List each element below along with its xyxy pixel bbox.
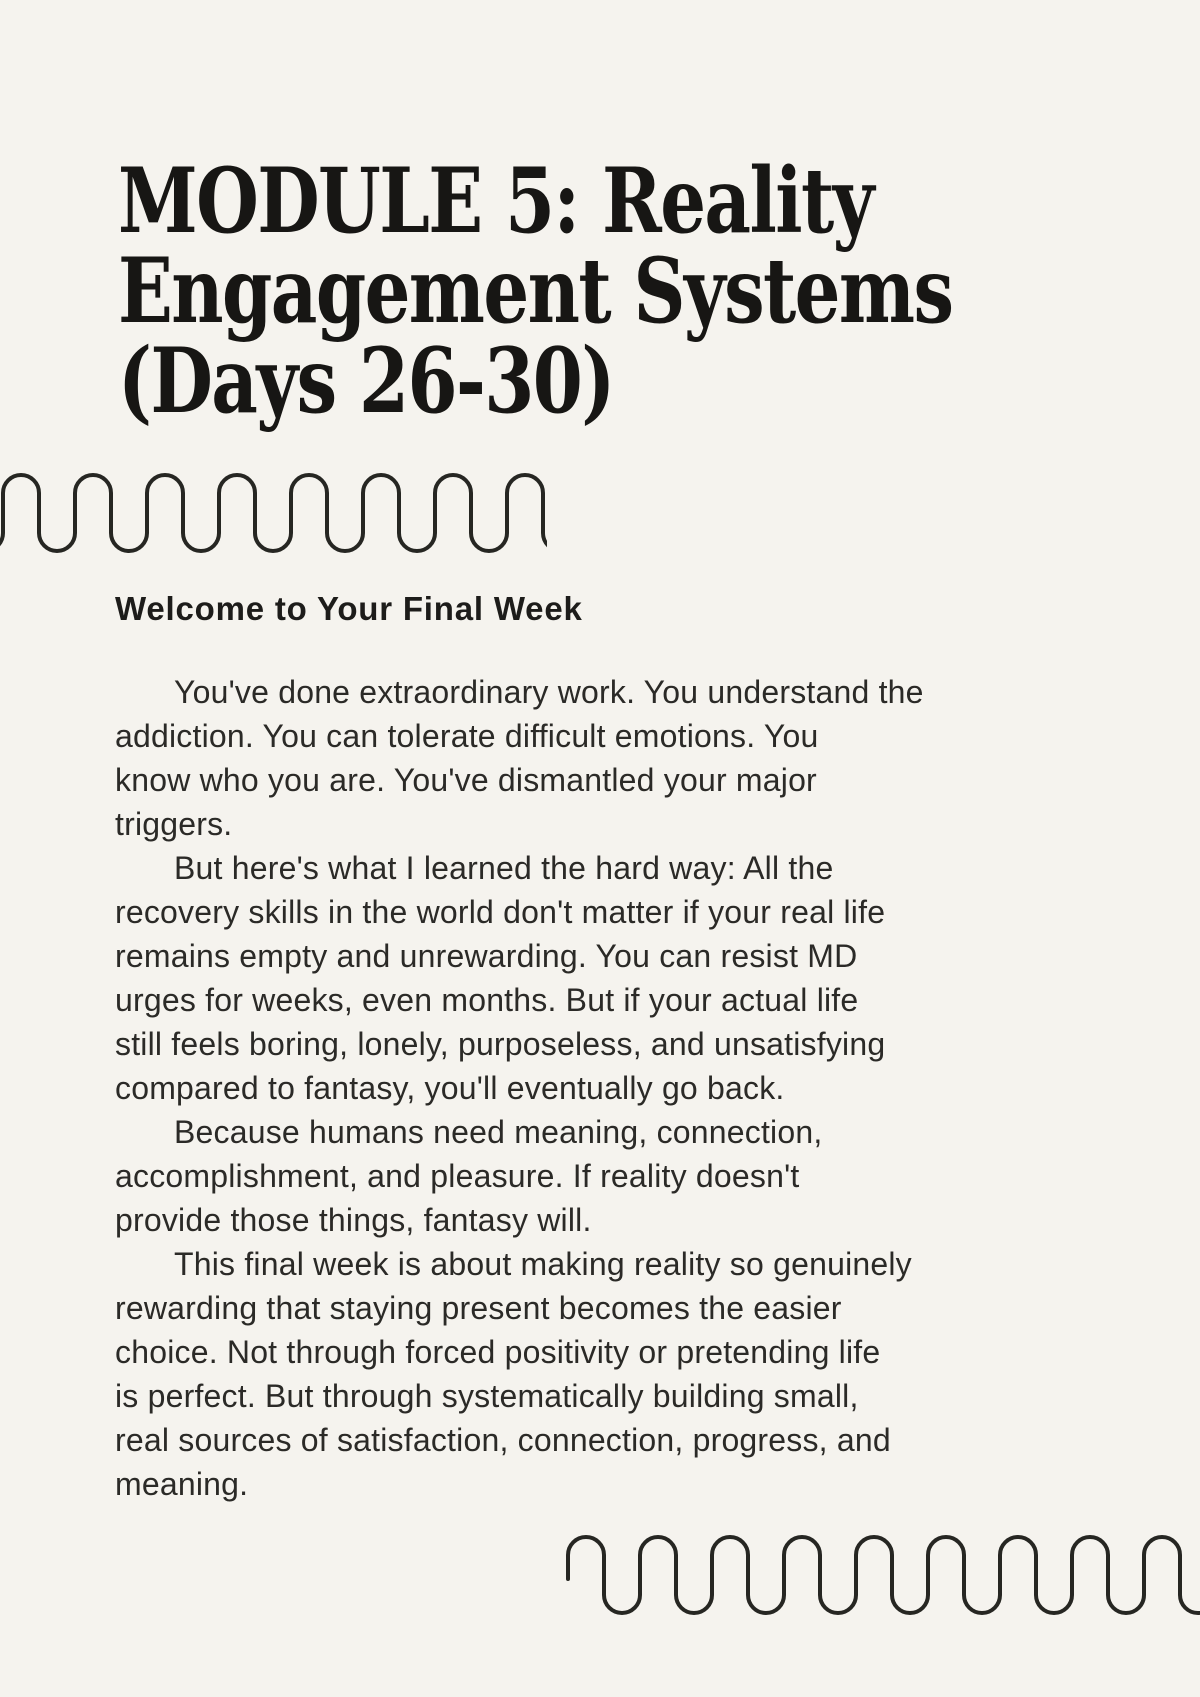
squiggle-divider-bottom-icon: [563, 1535, 1200, 1615]
body-line: real sources of satisfaction, connection, progress, and: [115, 1422, 891, 1458]
body-line: is perfect. But through systematically building small,: [115, 1378, 859, 1414]
body-line: still feels boring, lonely, purposeless, and unsatisfying: [115, 1026, 886, 1062]
body-line: But here's what I learned the hard way: All the: [174, 850, 834, 886]
section-heading: Welcome to Your Final Week: [115, 590, 583, 627]
body-line: compared to fantasy, you'll eventually go back.: [115, 1070, 785, 1106]
body-line: triggers.: [115, 806, 233, 842]
body-line: recovery skills in the world don't matter if your real life: [115, 894, 886, 930]
squiggle-divider-top-icon: [0, 473, 547, 553]
body-line: know who you are. You've dismantled your major: [115, 762, 817, 798]
body-line: You've done extraordinary work. You understand the: [174, 674, 924, 710]
body-line: choice. Not through forced positivity or pretending life: [115, 1334, 881, 1370]
body-line: rewarding that staying present becomes the easier: [115, 1290, 842, 1326]
module-title-line-1: MODULE 5: Reality: [118, 148, 873, 254]
body-line: meaning.: [115, 1466, 249, 1502]
module-title: [118, 148, 1118, 434]
body-line: remains empty and unrewarding. You can resist MD: [115, 938, 858, 974]
module-title-line-2: Engagement Systems: [118, 238, 953, 344]
body-line: This final week is about making reality so genuinely: [174, 1246, 912, 1282]
body-line: Because humans need meaning, connection,: [174, 1114, 823, 1150]
body-text: [115, 670, 1115, 1506]
body-line: urges for weeks, even months. But if your actual life: [115, 982, 859, 1018]
body-line: addiction. You can tolerate difficult emotions. You: [115, 718, 819, 754]
body-line: accomplishment, and pleasure. If reality doesn't: [115, 1158, 800, 1194]
body-line: provide those things, fantasy will.: [115, 1202, 592, 1238]
module-title-line-3: (Days 26-30): [118, 328, 614, 434]
